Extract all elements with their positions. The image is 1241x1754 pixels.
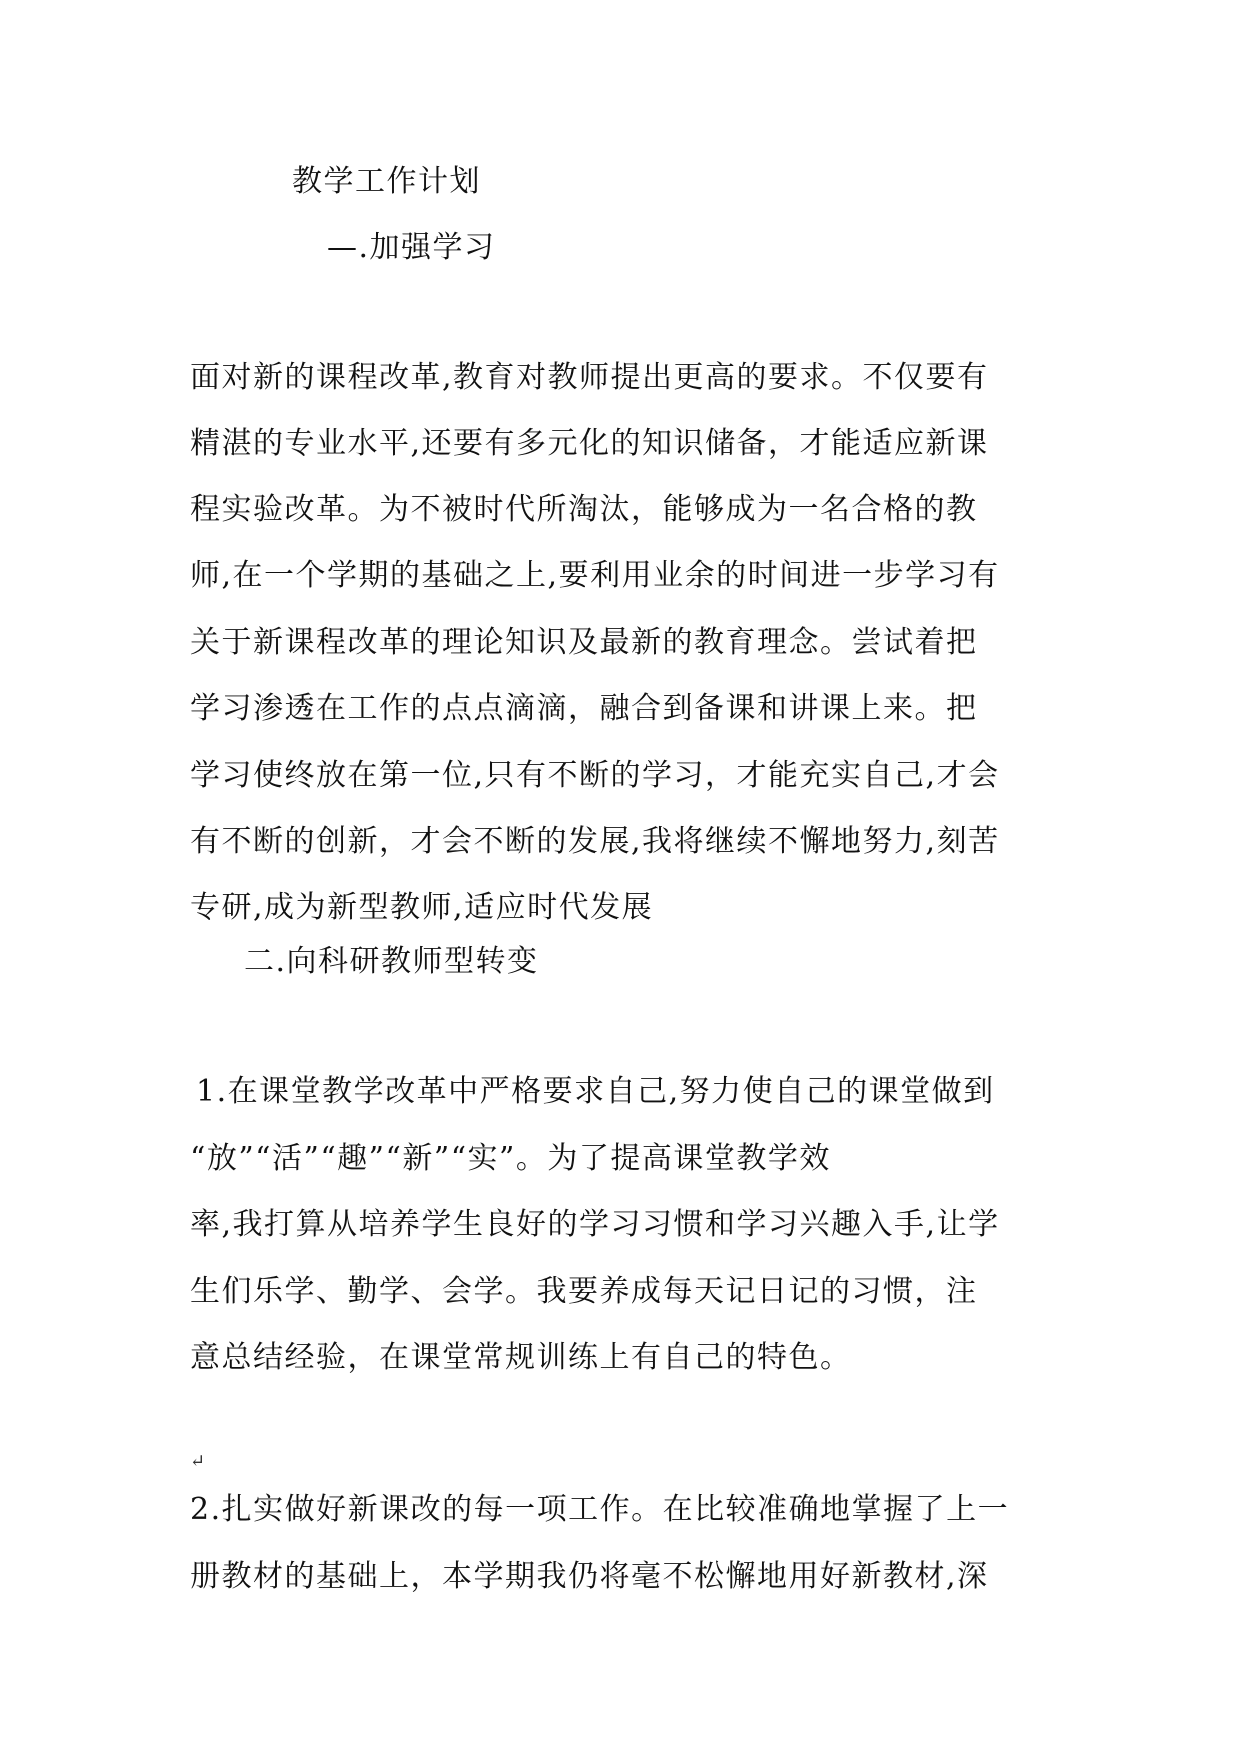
paragraph-line: 册教材的基础上，本学期我仍将毫不松懈地用好新教材,深 (190, 1559, 989, 1594)
paragraph-line: 生们乐学、勤学、会学。我要养成每天记日记的习惯，注 (190, 1274, 978, 1309)
paragraph-line: 1.在课堂教学改革中严格要求自己,努力使自己的课堂做到 (196, 1074, 995, 1109)
paragraph-line: 程实验改革。为不被时代所淘汰，能够成为一名合格的教 (190, 492, 978, 527)
paragraph-line: 精湛的专业水平,还要有多元化的知识储备，才能适应新课 (190, 426, 989, 461)
paragraph-line: 学习渗透在工作的点点滴滴，融合到备课和讲课上来。把 (190, 691, 978, 726)
paragraph-line: 师,在一个学期的基础之上,要利用业余的时间进一步学习有 (190, 558, 1000, 593)
paragraph-line: 学习使终放在第一位,只有不断的学习，才能充实自己,才会 (190, 758, 1000, 793)
paragraph-line: 专研,成为新型教师,适应时代发展 (190, 890, 654, 925)
paragraph-line: 率,我打算从培养学生良好的学习习惯和学习兴趣入手,让学 (190, 1207, 1000, 1242)
section-heading-1: —.加强学习 (327, 230, 496, 265)
section-heading-2: 二.向科研教师型转变 (244, 944, 539, 979)
paragraph-line: 面对新的课程改革,教育对教师提出更高的要求。不仅要有 (190, 360, 989, 395)
paragraph-line: 意总结经验，在课堂常规训练上有自己的特色。 (190, 1340, 852, 1375)
paragraph-line: 关于新课程改革的理论知识及最新的教育理念。尝试着把 (190, 625, 978, 660)
paragraph-mark-icon: ↵ (190, 1451, 206, 1472)
paragraph-line: 有不断的创新，才会不断的发展,我将继续不懈地努力,刻苦 (190, 824, 1000, 859)
paragraph-line: “放”“活”“趣”“新”“实”。为了提高课堂教学效 (190, 1141, 831, 1176)
document-title: 教学工作计划 (292, 164, 481, 199)
paragraph-line: 2.扎实做好新课改的每一项工作。在比较准确地掌握了上一 (190, 1492, 1010, 1527)
